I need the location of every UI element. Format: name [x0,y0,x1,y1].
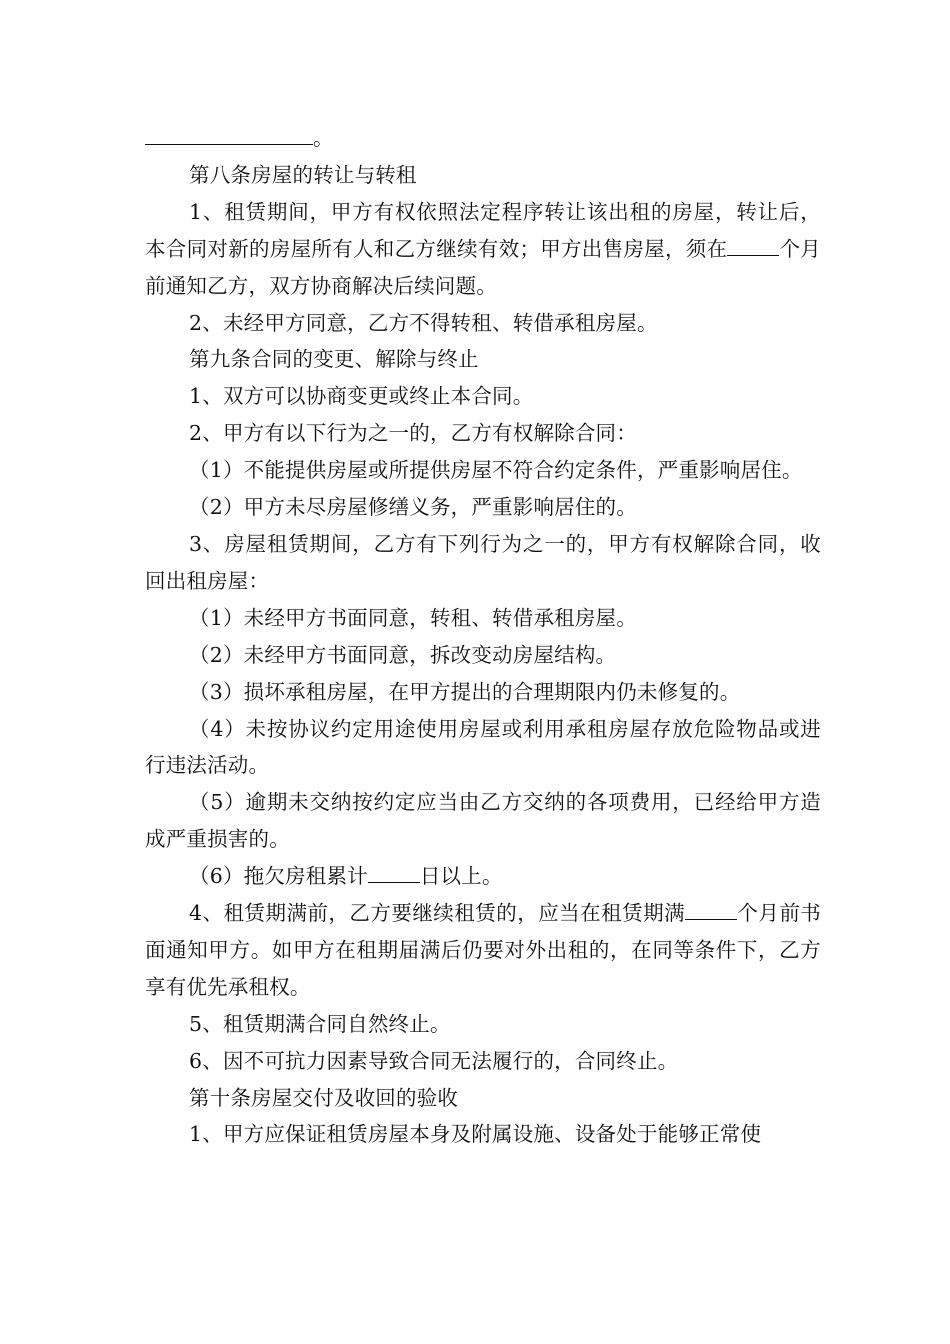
clause-9-3-item-4: （4）未按协议约定用途使用房屋或利用承租房屋存放危险物品或进行违法活动。 [145,716,821,778]
clause-8-1 [145,194,821,305]
article-heading-8: 第八条房屋的转让与转租 [189,162,417,187]
paragraph-text: 日以上。 [419,864,503,889]
clause-9-3-item-5: （5）逾期未交纳按约定应当由乙方交纳的各项费用，已经给甲方造成严重损害的。 [145,790,821,852]
clause-9-6: 6、因不可抗力因素导致合同无法履行的，合同终止。 [189,1048,679,1073]
clause-9-2: 2、甲方有以下行为之一的，乙方有权解除合同： [189,421,637,446]
fill-in-blank [727,233,779,256]
fill-in-blank [368,860,420,883]
paragraph-text: 个月前书面通知甲方。如甲方在租期届满后仍要对外出租的，在同等条件下，乙方享有优先承租权。 [145,901,821,999]
fill-in-blank [685,897,737,920]
clause-9-2-item-1: （1）不能提供房屋或所提供房屋不符合约定条件，严重影响居住。 [189,458,803,483]
clause-9-1: 1、双方可以协商变更或终止本合同。 [189,384,534,409]
clause-9-3-item-3: （3）损坏承租房屋，在甲方提出的合理期限内仍未修复的。 [189,679,741,704]
clause-9-3-item-6 [145,858,821,895]
article-heading-9: 第九条合同的变更、解除与终止 [189,347,479,372]
fill-in-blank [145,122,313,145]
clause-10-1: 1、甲方应保证租赁房屋本身及附属设施、设备处于能够正常使 [189,1122,762,1147]
clause-9-3-item-1: （1）未经甲方书面同意，转租、转借承租房屋。 [189,605,637,630]
paragraph-continuation [145,120,821,157]
clause-9-3: 3、房屋租赁期间，乙方有下列行为之一的，甲方有权解除合同，收回出租房屋： [145,531,821,593]
document-body [145,120,821,1153]
paragraph-text: 1、租赁期间，甲方有权依照法定程序转让该出租的房屋，转让后，本合同对新的房屋所有人和乙方继续有效；甲方出售房屋，须在 [145,199,821,261]
clause-9-4 [145,895,821,1006]
clause-9-5: 5、租赁期满合同自然终止。 [189,1011,451,1036]
clause-9-2-item-2: （2）甲方未尽房屋修缮义务，严重影响居住的。 [189,495,637,520]
paragraph-text: （6）拖欠房租累计 [189,864,368,889]
paragraph-text: 。 [313,126,334,150]
clause-9-3-item-2: （2）未经甲方书面同意，拆改变动房屋结构。 [189,642,617,667]
paragraph-text: 4、租赁期满前，乙方要继续租赁的，应当在租赁期满 [189,901,686,926]
clause-8-2: 2、未经甲方同意，乙方不得转租、转借承租房屋。 [189,310,658,335]
paragraph-text: 个月前通知乙方，双方协商解决后续问题。 [145,236,821,298]
article-heading-10: 第十条房屋交付及收回的验收 [189,1085,459,1110]
